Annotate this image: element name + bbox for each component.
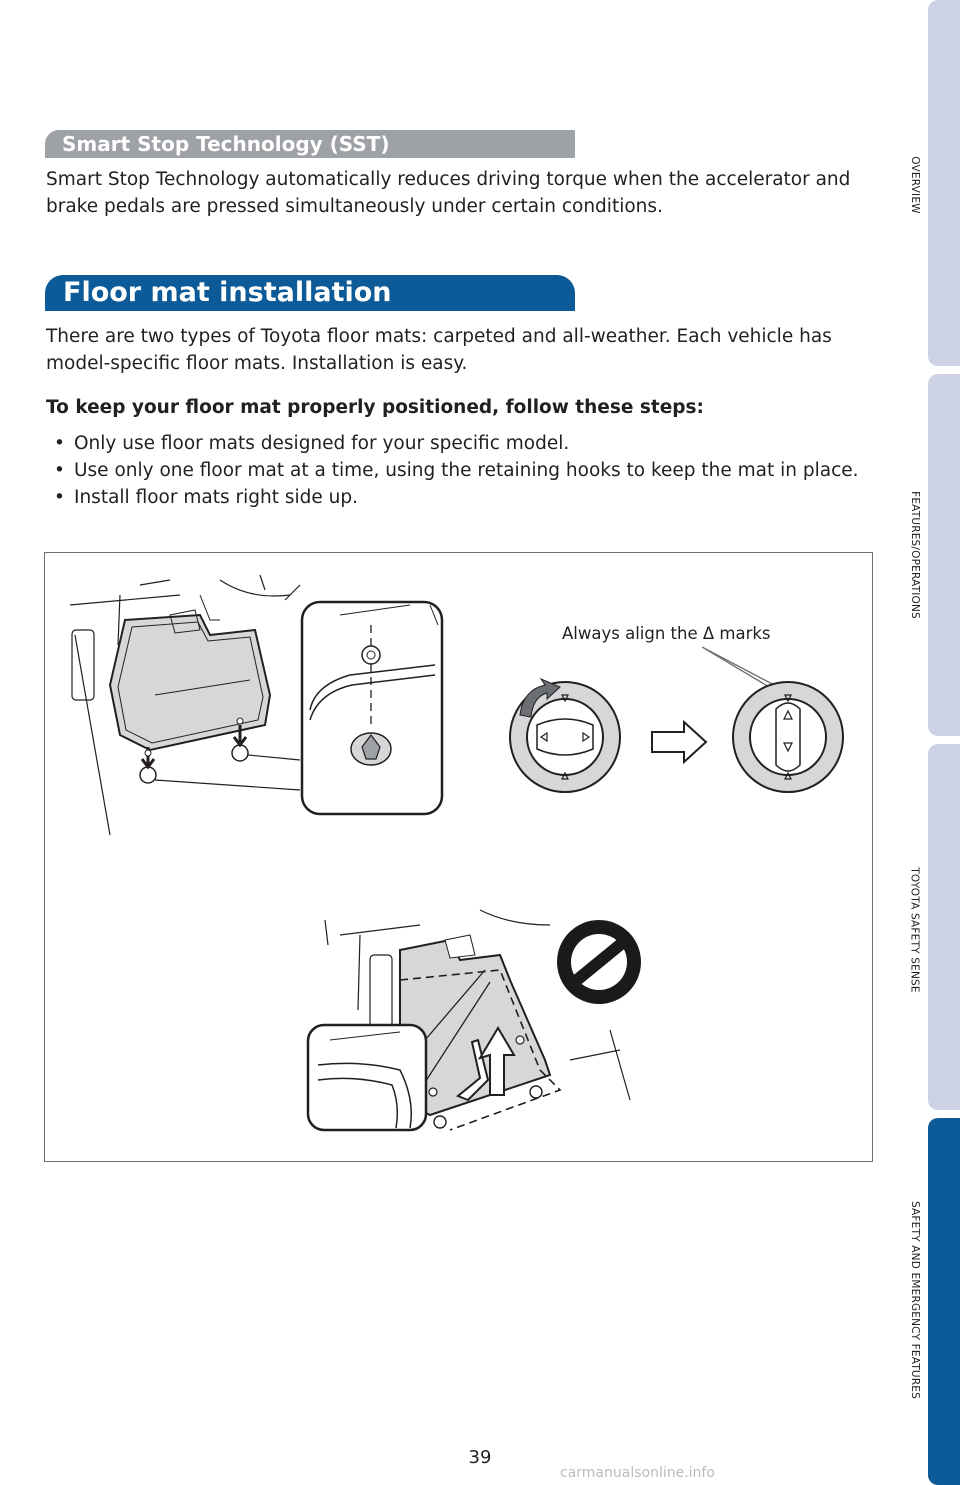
prohibited-icon <box>555 918 643 1006</box>
aligned-clip-icon <box>730 675 850 795</box>
list-item: • Use only one floor mat at a time, using the retaining hooks to keep the mat in place. <box>46 457 866 484</box>
floor-mat-steps-list <box>46 430 866 511</box>
tab-safety-emergency[interactable] <box>928 1118 960 1485</box>
sst-body: Smart Stop Technology automatically reduces driving torque when the accelerator and brake pedals are pressed simultaneously under certain conditions. <box>46 169 851 217</box>
section-sidebar <box>928 0 960 1485</box>
floor-mat-steps-heading: To keep your floor mat properly positioned, follow these steps: <box>46 397 704 418</box>
tab-label-overview: OVERVIEW <box>909 156 922 214</box>
floor-mat-heading: Floor mat installation <box>63 277 392 308</box>
tab-features-operations[interactable] <box>928 374 960 736</box>
tab-label-toyota-safety-sense: TOYOTA SAFETY SENSE <box>909 867 921 993</box>
tab-label-features-operations: FEATURES/OPERATIONS <box>909 491 921 619</box>
floor-mat-hook-illustration <box>60 575 450 835</box>
rotate-clip-icon <box>505 675 625 795</box>
list-item: • Install floor mats right side up. <box>46 484 866 511</box>
figure-caption: Always align the Δ marks <box>562 624 771 643</box>
floor-mat-intro: There are two types of Toyota floor mats: carpeted and all-weather. Each vehicle has model-specific floor mats. Installation is easy. <box>46 326 832 374</box>
right-arrow-icon <box>650 720 710 765</box>
list-item: • Only use floor mats designed for your specific model. <box>46 430 866 457</box>
sst-heading: Smart Stop Technology (SST) <box>62 132 390 156</box>
page-number: 39 <box>468 1447 492 1468</box>
tab-label-safety-emergency: SAFETY AND EMERGENCY FEATURES <box>909 1200 921 1400</box>
tab-toyota-safety-sense[interactable] <box>928 744 960 1110</box>
tab-overview[interactable] <box>928 0 960 366</box>
watermark-text: carmanualsonline.info <box>560 1465 715 1481</box>
